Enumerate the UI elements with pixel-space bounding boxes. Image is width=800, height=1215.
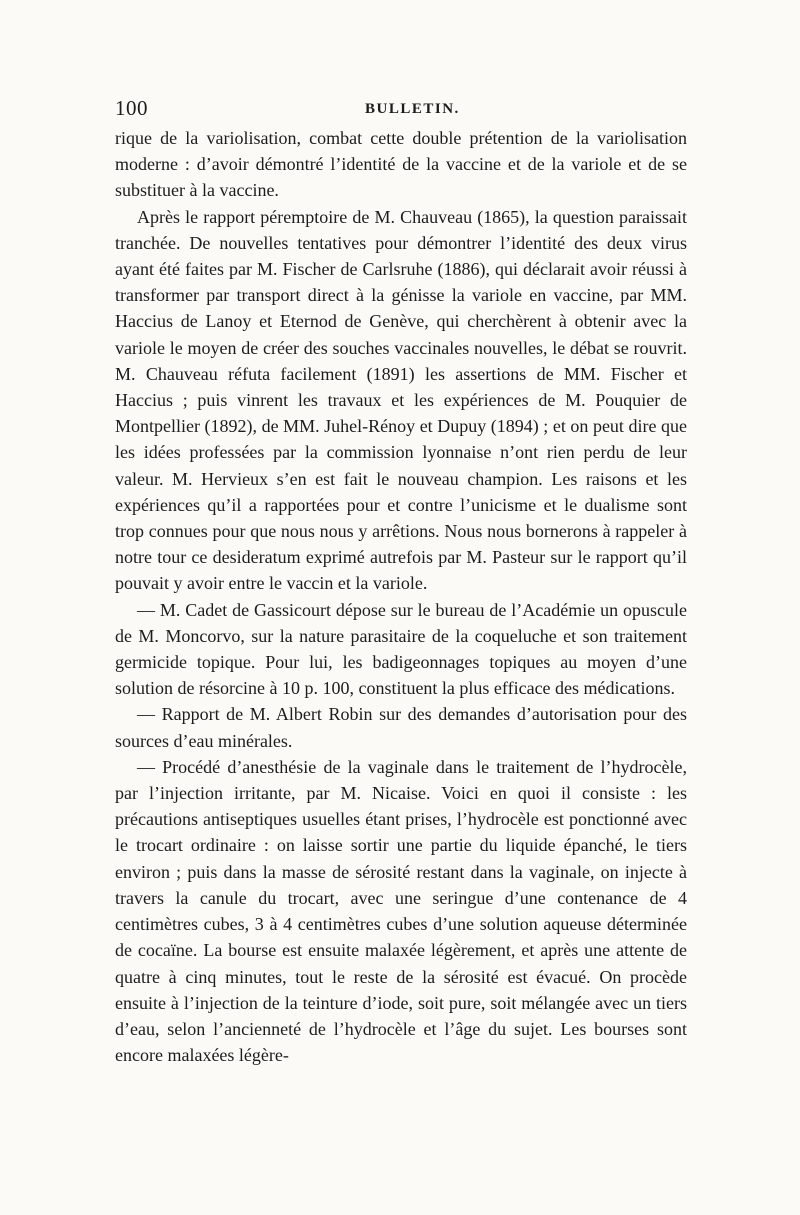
- paragraph-albert-robin: — Rapport de M. Albert Robin sur des demandes d’autorisation pour des sources d’eau minérales.: [115, 704, 687, 751]
- paragraph-cadet-de-gassicourt: — M. Cadet de Gassicourt dépose sur le bureau de l’Académie un opuscule de M. Moncorvo, sur la nature parasitaire de la coqueluche et son traitement germicide topique. Pour lui, les badigeonnages topiques au moyen d’une solution de résorcine à 10 p. 100, constituent la plus efficace des médications.: [115, 599, 687, 699]
- text-body: [115, 125, 687, 1068]
- page-header: [115, 96, 705, 124]
- paragraph-continuation: rique de la variolisation, combat cette double prétention de la variolisation moderne : d’avoir démontré l’identité de la vaccine et de la variole et de se substituer à la vaccine.: [115, 128, 687, 201]
- running-head: BULLETIN.: [365, 101, 460, 117]
- paragraph-nicaise-procedure: — Procédé d’anesthésie de la vaginale dans le traitement de l’hydrocèle, par l’injection irritante, par M. Nicaise. Voici en quoi il consiste : les précautions antiseptiques usuelles étant prises, l’hydrocèle est ponctionné avec le trocart ordinaire : on laisse sortir une partie du liquide épanché, le tiers environ ; puis dans la masse de sérosité restant dans la vaginale, on injecte à travers la canule du trocart, avec une seringue d’une contenance de 4 centimètres cubes, 3 à 4 centimètres cubes d’une solution aqueuse déterminée de cocaïne. La bourse est ensuite malaxée légèrement, et après une attente de quatre à cinq minutes, tout le reste de la sérosité est évacué. On procède ensuite à l’injection de la teinture d’iode, soit pure, soit mélangée avec un tiers d’eau, selon l’ancienneté de l’hydrocèle et l’âge du sujet. Les bourses sont encore malaxées légère-: [115, 756, 687, 1066]
- paragraph-chauveau-report: Après le rapport péremptoire de M. Chauveau (1865), la question paraissait tranchée. De nouvelles tentatives pour démontrer l’identité des deux virus ayant été faites par M. Fischer de Carlsruhe (1886), qui déclarait avoir réussi à transformer par transport direct à la génisse la variole en vaccine, par MM. Haccius de Lanoy et Eternod de Genève, qui cherchèrent à obtenir avec la variole le moyen de créer des souches vaccinales nouvelles, le débat se rouvrit. M. Chauveau réfuta facilement (1891) les assertions de MM. Fischer et Haccius ; puis vinrent les travaux et les expériences de M. Pouquier de Montpellier (1892), de MM. Juhel-Rénoy et Dupuy (1894) ; et on peut dire que les idées professées par la commission lyonnaise n’ont rien perdu de leur valeur. M. Hervieux s’en est fait le nouveau champion. Les raisons et les expériences qu’il a rapportées pour et contre l’unicisme et le dualisme sont trop connues pour que nous nous y arrêtions. Nous nous bornerons à rappeler à notre tour ce desideratum exprimé autrefois par M. Pasteur sur le rapport qu’il pouvait y avoir entre le vaccin et la variole.: [115, 206, 687, 594]
- page-number: 100: [115, 96, 148, 120]
